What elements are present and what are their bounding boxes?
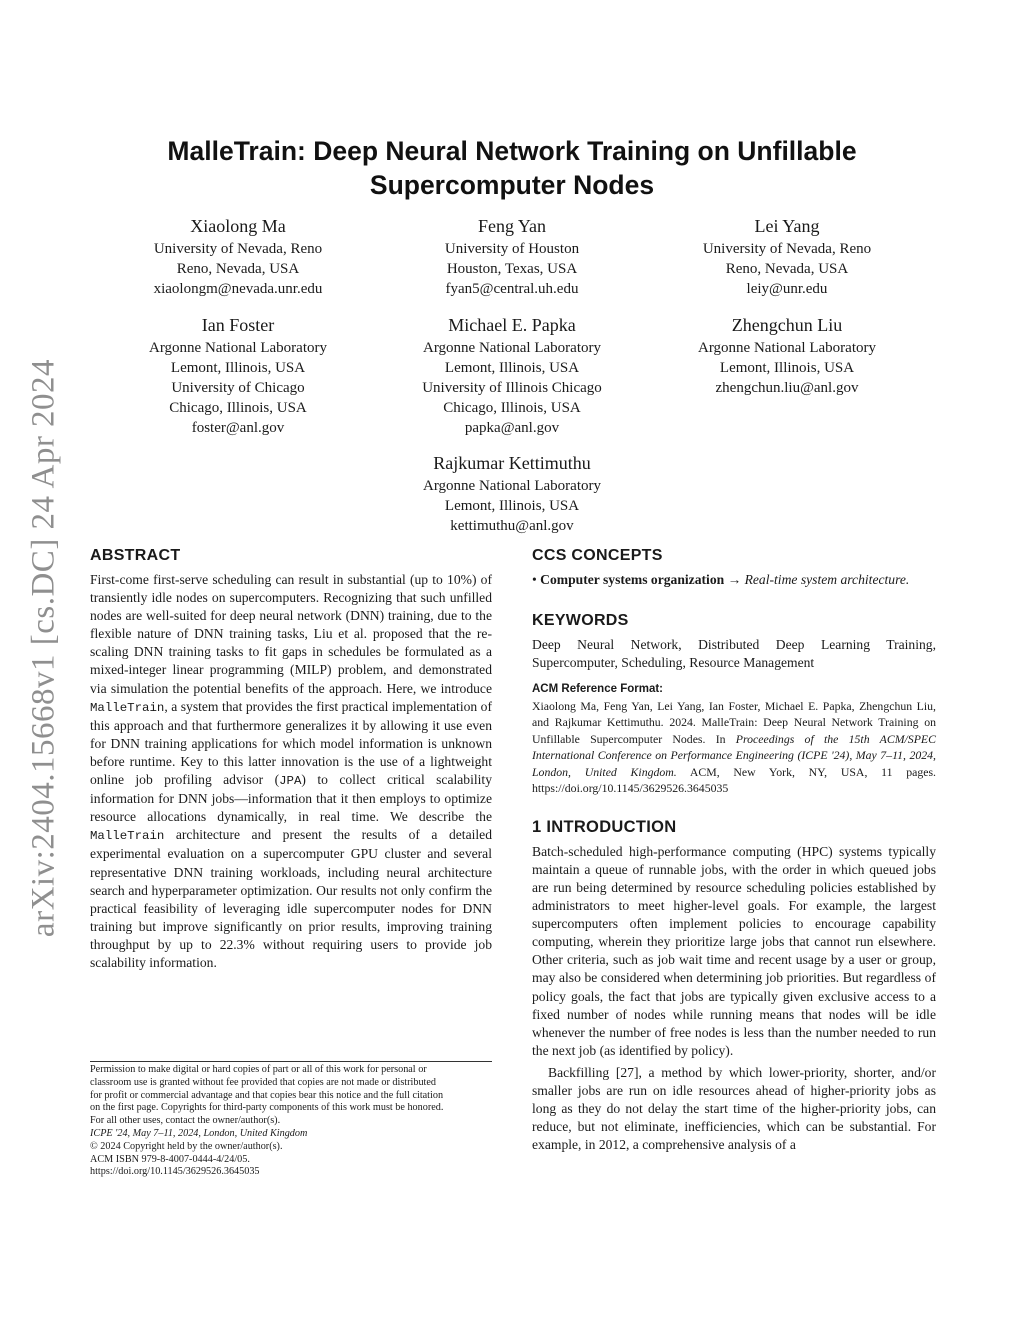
author-location: Houston, Texas, USA [446,261,578,277]
author-name: Lei Yang [754,216,820,236]
author-name: Ian Foster [201,315,275,335]
right-column [532,546,936,1154]
ccs-concepts: • Computer systems organization → Real-time system architecture. [532,572,910,587]
footnote-divider [90,1061,492,1062]
ccs-term: Computer systems organization [540,572,725,587]
author-affiliation: University of Houston [444,241,580,257]
permission-line: for profit or commercial advantage and that copies bear this notice and the full citation [90,1089,444,1101]
author-name: Xiaolong Ma [190,216,286,236]
author-name: Rajkumar Kettimuthu [433,453,591,473]
author-block [108,214,368,299]
author-location: Reno, Nevada, USA [725,261,849,277]
abstract-heading: ABSTRACT [90,547,181,564]
author-affiliation: University of Chicago [171,380,305,396]
code-system-name: MalleTrain [90,829,165,844]
author-name: Zhengchun Liu [731,315,843,335]
author-location: Lemont, Illinois, USA [719,360,855,376]
author-email: zhengchun.liu@anl.gov [715,380,859,396]
ccs-heading: CCS CONCEPTS [532,547,663,564]
author-email: foster@anl.gov [191,420,285,436]
acm-reference-heading: ACM Reference Format: [532,683,663,696]
introduction-heading: 1 INTRODUCTION [532,817,677,836]
author-location: Chicago, Illinois, USA [443,400,581,416]
author-location: Lemont, Illinois, USA [170,360,306,376]
code-system-name: MalleTrain [90,700,165,715]
author-email: leiy@unr.edu [746,281,828,297]
isbn-line: ACM ISBN 979-8-4007-0444-4/24/05. [90,1153,250,1165]
author-affiliation: Argonne National Laboratory [422,478,601,494]
author-affiliation: Argonne National Laboratory [148,340,327,356]
ccs-concept: Real-time system architecture. [744,572,910,587]
author-block [657,214,917,299]
author-block [108,313,368,438]
abstract-text: First-come first-serve scheduling can result in substantial (up to 10%) of transiently idle nodes on supercomputers. Recognizing that such unfilled nodes are well-suited for deep neural network (DNN) training, due to the flexible nature of DNN training tasks, Liu et al. proposed that the re-scaling DNN training tasks to fit gaps in schedules be formulated as a mixed-integer linear programming (MILP) problem, and demonstrated via simulation the potential benefits of the approach. Here, we introduce MalleTrain, a system that provides the first practical implementation of this approach and that furthermore generalizes it by allowing it use even for DNN training applications for which model information is unknown before runtime. Key to this latter innovation is the use of a lightweight online job profiling advisor (JPA) to collect critical scalability information for DNN jobs—information that it then employs to optimize resource allocations dynamically, in real time. We describe the MalleTrain architecture and present the results of a detailed experimental evaluation on a supercomputer GPU cluster and several representative DNN training workloads, including neural architecture search and hyperparameter optimization. Our results not only confirm the practical feasibility of leveraging idle supercomputer nodes for DNN training but improve significantly on prior results, improving training throughput by up to 22.3% without requiring users to provide job scalability information. [90,572,492,970]
permission-line: on the first page. Copyrights for third-party components of this work must be honored. [90,1102,444,1114]
author-block [382,313,642,438]
author-affiliation: Argonne National Laboratory [697,340,876,356]
author-block [657,313,917,398]
proceedings-title: Proceedings of the 15th ACM/SPEC International Conference on Performance Engineering (ICPE '24), May 7–11, 2024, London, United Kingdom. [532,731,936,779]
abstract-section [90,546,492,972]
permission-line: Permission to make digital or hard copies of part or all of this work for personal or [90,1064,427,1075]
paper-title: MalleTrain: Deep Neural Network Training on Unfillable Supercomputer Nodes [167,136,857,200]
acm-reference: ACM Reference Format: Xiaolong Ma, Feng Yan, Lei Yang, Ian Foster, Michael E. Papka, Zhengchun Liu, and Rajkumar Kettimuthu. 2024. MalleTrain: Deep Neural Network Training on Unfillable Supercomputer Nodes. In Proceedings of the 15th ACM/SPEC International Conference on Performance Engineering (ICPE '24), May 7–11, 2024, London, United Kingdom. ACM, New York, NY, USA, 11 pages. https://doi.org/10.1145/3629526.3645035 [532,683,937,796]
author-affiliation: Argonne National Laboratory [422,340,601,356]
keywords-heading: KEYWORDS [532,612,629,630]
author-email: papka@anl.gov [464,420,560,436]
author-email: xiaolongm@nevada.unr.edu [153,281,323,297]
author-block [382,214,642,299]
author-location: Chicago, Illinois, USA [169,400,307,416]
doi-line: https://doi.org/10.1145/3629526.3645035 [90,1166,260,1178]
author-affiliation: University of Illinois Chicago [422,380,602,396]
copyright-line: © 2024 Copyright held by the owner/author(s). [90,1140,283,1152]
author-name: Michael E. Papka [448,315,576,335]
author-affiliation: University of Nevada, Reno [153,241,323,257]
author-location: Lemont, Illinois, USA [444,360,580,376]
author-name: Feng Yan [477,216,547,236]
author-affiliation: University of Nevada, Reno [702,241,872,257]
arxiv-identifier-stamp: arXiv:2404.15668v1 [cs.DC] 24 Apr 2024 [25,358,62,938]
author-location: Reno, Nevada, USA [176,261,300,277]
venue-line: ICPE '24, May 7–11, 2024, London, United Kingdom [90,1127,308,1139]
intro-paragraph: Batch-scheduled high-performance computing (HPC) systems typically maintain a queue of runnable jobs, with the order in which queued jobs are run being determined by resource scheduling policies established by administrators to meet higher-level goals. For example, the largest supercomputers often implement policies to encourage capability computing, wherein they prioritize large jobs that cannot run elsewhere. Other criteria, such as job wait time and recent usage by a user or group, may also be considered when determining job priorities. But regardless of policy goals, the fact that jobs are typically given exclusive access to a fixed number of nodes while running means that nodes will be idle whenever the number of free nodes is less than the number needed to run the next job (as identified by policy). [532,843,936,1058]
author-location: Lemont, Illinois, USA [444,498,580,514]
permission-line: For all other uses, contact the owner/author(s). [90,1115,281,1127]
permission-line: classroom use is granted without fee provided that copies are not made or distributed [90,1076,436,1088]
keywords-text: Deep Neural Network, Distributed Deep Learning Training, Supercomputer, Scheduling, Resource Management [532,637,936,671]
code-jpa: JPA [279,774,302,789]
author-email: kettimuthu@anl.gov [450,518,574,534]
author-email: fyan5@central.uh.edu [445,281,579,297]
copyright-footnote [90,1064,492,1179]
author-block [382,451,642,536]
intro-paragraph: Backfilling [27], a method by which lower-priority, shorter, and/or smaller jobs are run on idle resources ahead of higher-priority jobs as long as they do not delay the start time of the higher-priority jobs, can reduce, but not eliminate, inefficiencies, which can be substantial. For example, in 2012, a comprehensive analysis of a [532,1064,936,1153]
